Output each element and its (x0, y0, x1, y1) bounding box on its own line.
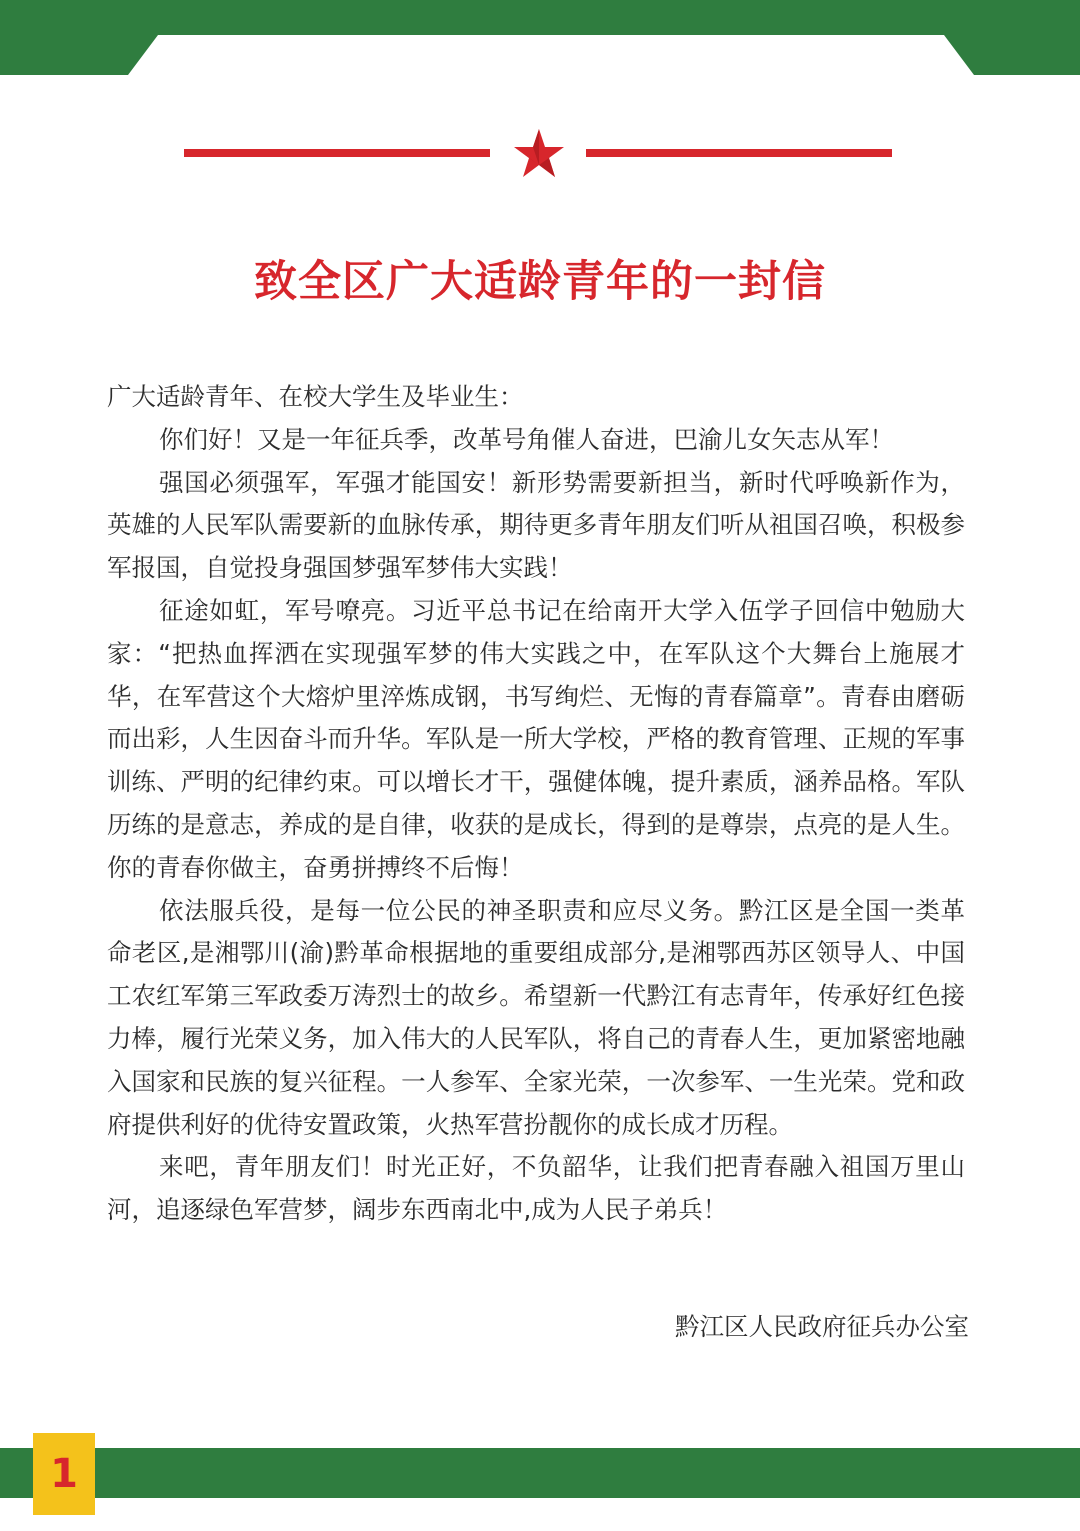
letter-paragraph: 来吧，青年朋友们！时光正好，不负韶华，让我们把青春融入祖国万里山河，追逐绿色军营梦，阔步东西南北中,成为人民子弟兵！ (107, 1152, 965, 1225)
red-star-icon (512, 127, 566, 181)
letter-paragraph: 强国必须强军，军强才能国安！新形势需要新担当，新时代呼唤新作为，英雄的人民军队需要新的血脉传承，期待更多青年朋友们听从祖国召唤，积极参军报国，自觉投身强国梦强军梦伟大实践！ (107, 467, 965, 583)
page-number: 1 (50, 1451, 78, 1497)
letter-paragraph: 你们好！又是一年征兵季，改革号角催人奋进，巴渝儿女矢志从军！ (159, 424, 894, 454)
letter-paragraph: 依法服兵役，是每一位公民的神圣职责和应尽义务。黔江区是全国一类革命老区,是湘鄂川(渝)黔革命根据地的重要组成部分,是湘鄂西苏区领导人、中国工农红军第三军政委万涛烈士的故乡。希望新一代黔江有志青年，传承好红色接力棒，履行光荣义务，加入伟大的人民军队，将自己的青春人生，更加紧密地融入国家和民族的复兴征程。一人参军、全家光荣，一次参军、一生光荣。党和政府提供利好的优待安置政策，火热军营扮靓你的成长成才历程。 (107, 895, 965, 1139)
letter-signature: 黔江区人民政府征兵办公室 (675, 1312, 969, 1341)
page-number-badge (33, 1433, 95, 1515)
letter-salutation: 广大适龄青年、在校大学生及毕业生： (107, 382, 524, 411)
letter-body (107, 376, 965, 1232)
ornament-line-right (586, 149, 892, 157)
bottom-green-band (0, 1448, 1080, 1498)
letter-paragraph: 征途如虹，军号嘹亮。习近平总书记在给南开大学入伍学子回信中勉励大家：“把热血挥洒在实现强军梦的伟大实践之中，在军队这个大舞台上施展才华，在军营这个大熔炉里淬炼成钢，书写绚烂、无悔的青春篇章”。青春由磨砺而出彩，人生因奋斗而升华。军队是一所大学校，严格的教育管理、正规的军事训练、严明的纪律约束。可以增长才干，强健体魄，提升素质，涵养品格。军队历练的是意志，养成的是自律，收获的是成长，得到的是尊崇，点亮的是人生。你的青春你做主，奋勇拼搏终不后悔！ (107, 595, 965, 882)
letter-title: 致全区广大适龄青年的一封信 (254, 257, 826, 307)
top-band-cutout (128, 35, 974, 75)
ornament-line-left (184, 149, 490, 157)
